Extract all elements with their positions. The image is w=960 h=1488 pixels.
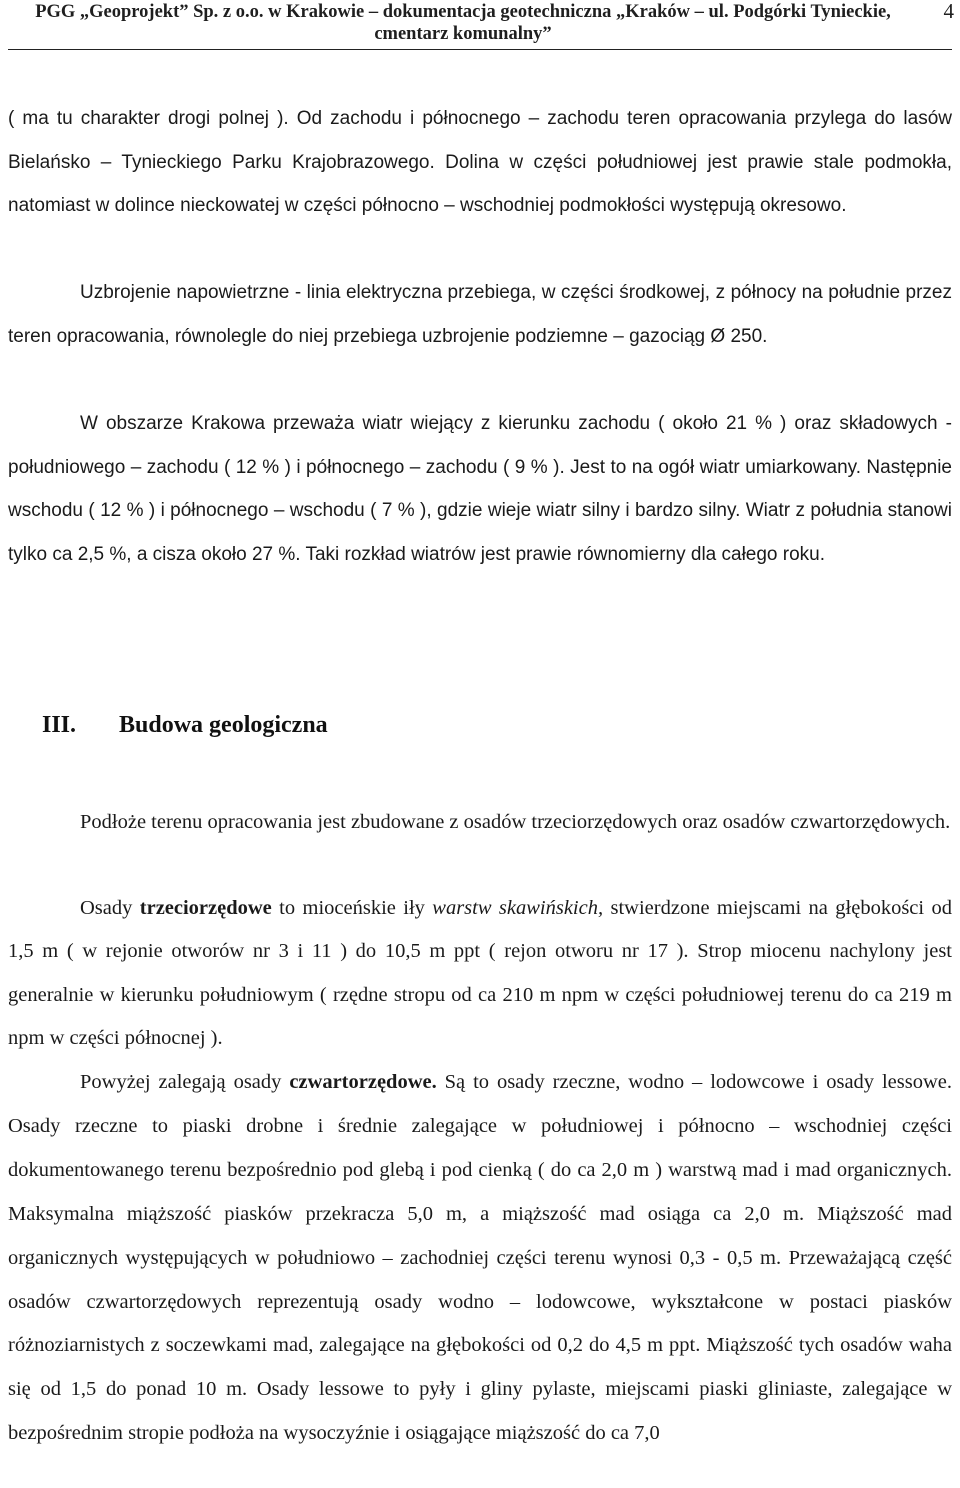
paragraph-text: Są to osady rzeczne, wodno – lodowcowe i osady lessowe. Osady rzeczne to piaski drobne i średnie zalegające w południowej i północno – wschodniej części dokumentowanego terenu bezpośrednio pod glebą i pod cienką ( do ca 2,0 m ) warstwą mad i mad organicznych. Maksymalna miąższość piasków przekracza 5,0 m, a miąższość mad osiąga ca 2,0 m. Miąższość mad organicznych występujących w południowo – zachodniej części terenu wynosi 0,3 - 0,5 m. Przeważającą część osadów czwartorzędowych reprezentują osady wodno – lodowcowe, wykształcone w postaci piasków różnoziarnistych z soczewkami mad, zalegające na głębokości od 0,2 do 4,5 m ppt. Miąższość tych osadów waha się od 1,5 do ponad 10 m. Osady lessowe to pyły i gliny pylaste, miejscami piaski gliniaste, zalegające w bezpośrednim stropie podłoża na wysoczyźnie i osiągające miąższość do ca 7,0 [8,1071,953,1445]
paragraph-utilities [8,271,952,358]
paragraph-text: to mioceńskie iły [271,897,433,919]
paragraph-text: Podłoże terenu opracowania jest zbudowane z osadów trzeciorzędowych oraz osadów czwartorzędowych. [80,811,951,833]
paragraph-quaternary [8,1061,952,1456]
page-number: 4 [943,0,954,23]
paragraph-continued-terrain [8,97,952,228]
header-title-line-1: PGG „Geoprojekt” Sp. z o.o. w Krakowie – dokumentacja geotechniczna „Kraków – ul. Podgórki Tynieckie, [35,2,891,22]
paragraph-wind [8,402,952,577]
bold-term-tertiary: trzeciorzędowe [139,897,272,919]
paragraph-geology-intro [8,801,952,844]
header-title-line-2: cmentarz komunalny” [374,24,552,44]
paragraph-text: ( ma tu charakter drogi polnej ). Od zachodu i północnego – zachodu teren opracowania przylega do lasów Bielańsko – Tynieckiego Parku Krajobrazowego. Dolina w części południowej jest prawie stale podmokła, natomiast w dolince nieckowatej w części północno – wschodniej podmokłości występują okresowo. [8,108,952,217]
paragraph-text: stwierdzone miejscami na głębokości od 1,5 m ( w rejonie otworów nr 3 i 11 ) do 10,5 m ppt ( rejon otworu nr 17 ). Strop miocenu nachylony jest generalnie w kierunku południowym ( rzędne stropu od ca 210 m npm w części południowej terenu do ca 219 m npm w części północnej ). [8,897,952,1049]
paragraph-text: W obszarze Krakowa przeważa wiatr wiejący z kierunku zachodu ( około 21 % ) oraz składowych - południowego – zachodu ( 12 % ) i północnego – zachodu ( 9 % ). Jest to na ogół wiatr umiarkowany. Następnie wschodu ( 12 % ) i północnego – wschodu ( 7 % ), gdzie wieje wiatr silny i bardzo silny. Wiatr z południa stanowi tylko ca 2,5 %, a cisza około 27 %. Taki rozkład wiatrów jest prawie równomierny dla całego roku. [8,413,952,566]
section-heading [42,708,328,742]
section-number: III. [42,712,77,738]
section-title: Budowa geologiczna [119,712,328,738]
italic-term-skawina-layers: warstw skawińskich, [432,897,604,919]
header-divider [8,49,952,50]
bold-term-quaternary: czwartorzędowe. [289,1071,437,1093]
paragraph-text: Uzbrojenie napowietrzne - linia elektryczna przebiega, w części środkowej, z północy na południe przez teren opracowania, równolegle do niej przebiega uzbrojenie podziemne – gazociąg Ø 250. [8,282,952,347]
paragraph-text: Powyżej zalegają osady [80,1071,290,1093]
paragraph-tertiary [8,887,952,1060]
header-title [8,1,918,45]
paragraph-text: Osady [80,897,140,919]
